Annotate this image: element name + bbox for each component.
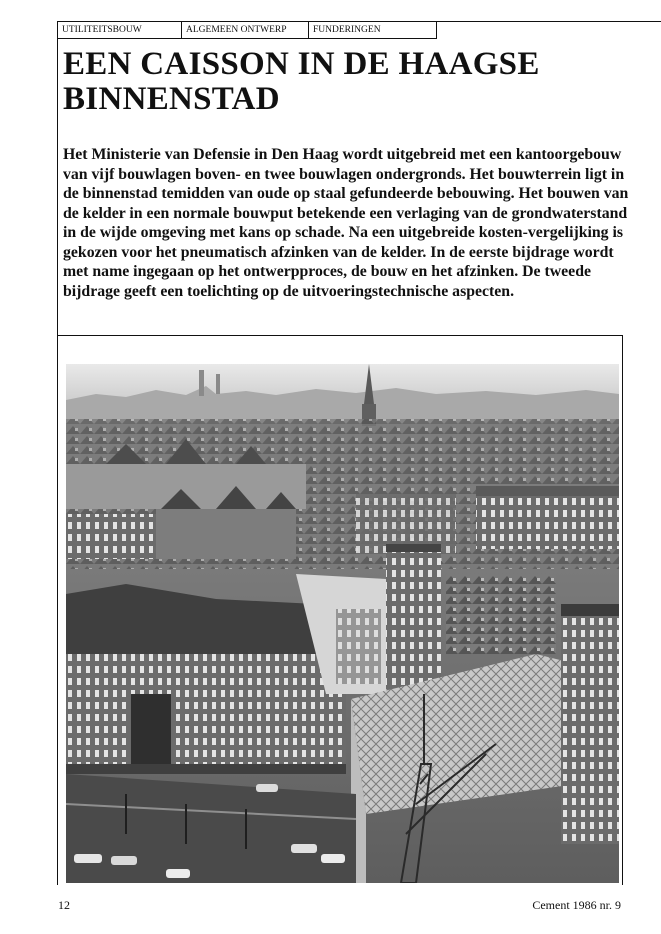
header-rule bbox=[437, 21, 661, 22]
article-abstract: Het Ministerie van Defensie in Den Haag wordt uitgebreid met een kantoorgebouw van vijf bouwlagen boven- en twee bouwlagen ondergronds. Het bouwterrein ligt in de binnenstad temidden van oude op staal gefundeerde bebouwing. Het bouwen van de kelder in een normale bouwput betekende een verlaging van de grondwaterstand in de wijde omgeving met kans op schade. Na een uitgebreide kosten-vergelijking is gekozen voor het pneumatisch afzinken van de kelder. In de eerste bijdrage wordt met name ingegaan op het ontwerpproces, de bouw en het afzinken. De tweede bijdrage geeft een toelichting op de uitvoeringstechnische aspecten. bbox=[63, 146, 629, 300]
journal-reference: Cement 1986 nr. 9 bbox=[532, 898, 621, 912]
section-tab-funderingen: FUNDERINGEN bbox=[308, 21, 437, 39]
section-tabs bbox=[57, 21, 437, 39]
section-tab-algemeen-ontwerp: ALGEMEEN ONTWERP bbox=[181, 21, 308, 39]
article-title: EEN CAISSON IN DE HAAGSE BINNENSTAD bbox=[63, 46, 540, 117]
section-tab-utiliteitsbouw: UTILITEITSBOUW bbox=[57, 21, 181, 39]
aerial-photo-illustration bbox=[66, 364, 619, 883]
page-number: 12 bbox=[58, 898, 70, 912]
aerial-city-photo bbox=[66, 364, 619, 883]
